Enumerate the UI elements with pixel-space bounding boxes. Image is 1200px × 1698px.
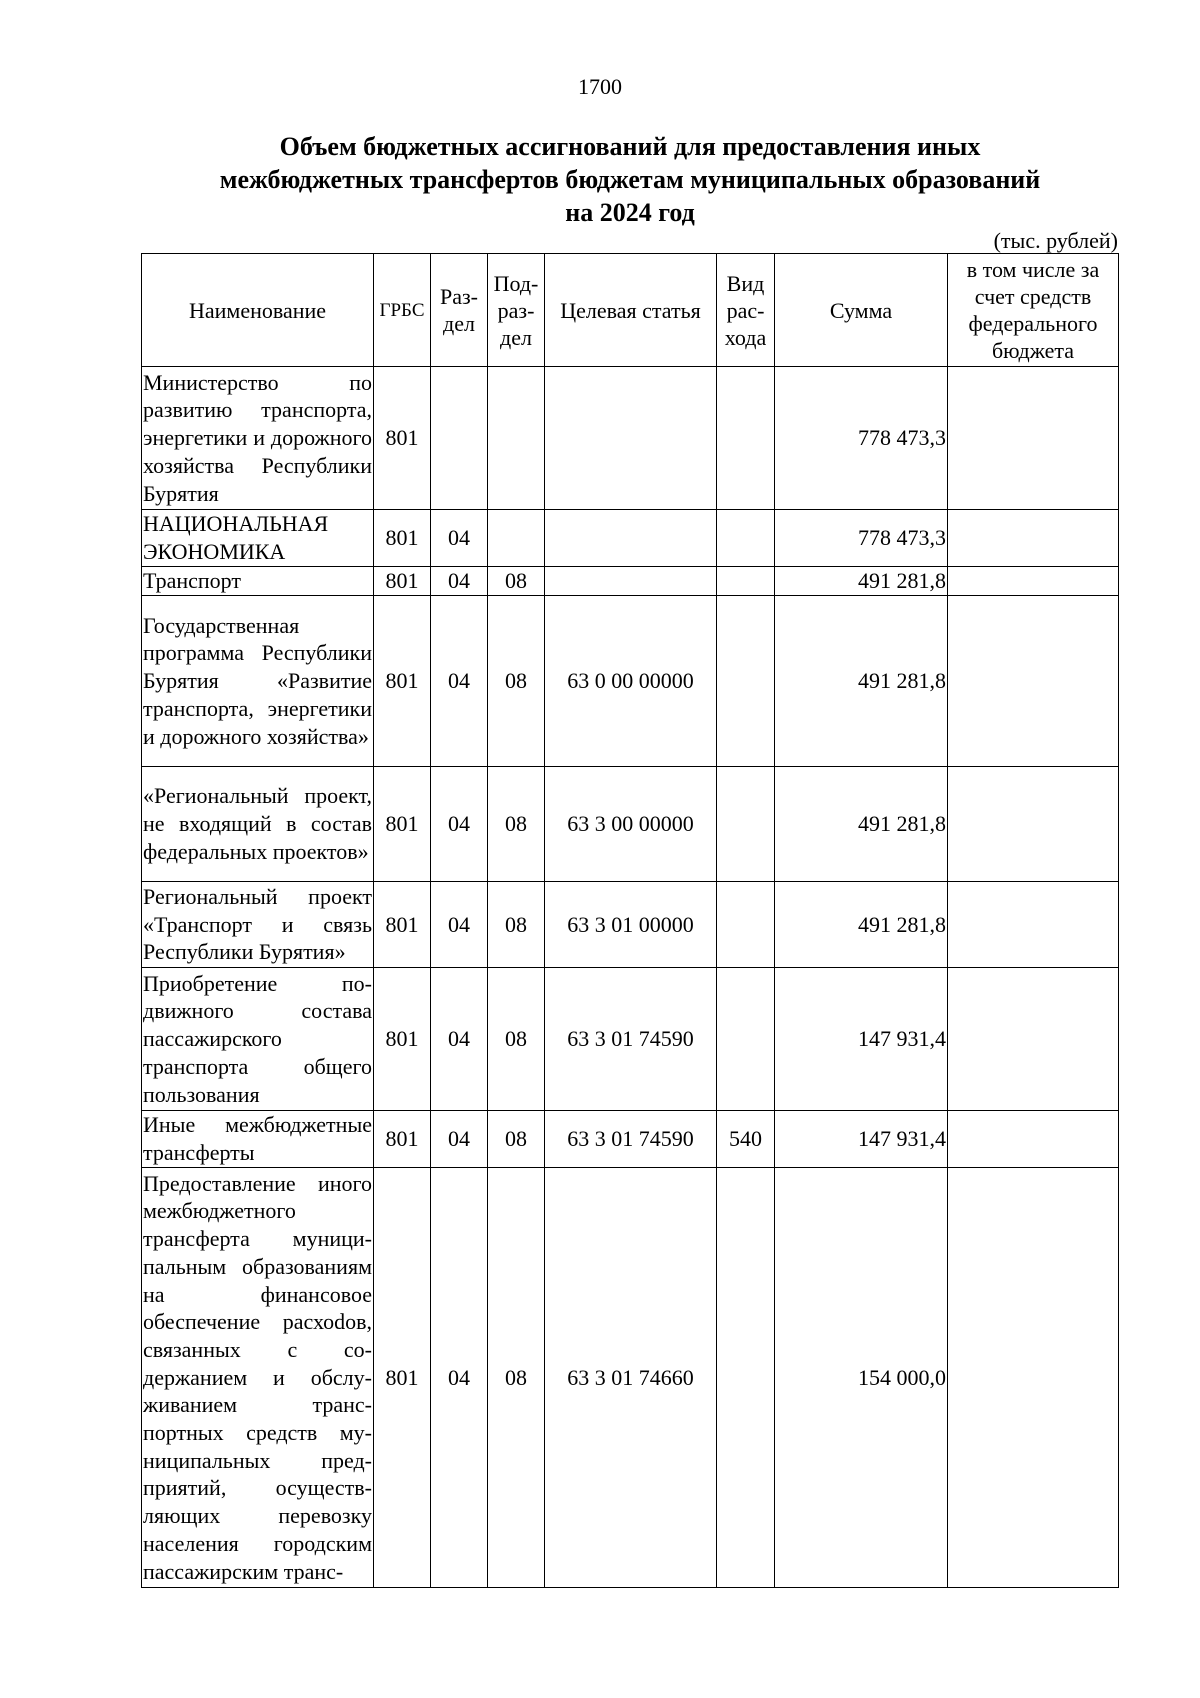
cell-podrazdel (488, 367, 545, 510)
cell-name: Государственная программа Республики Бурятия «Развитие транспорта, энергетики и дорожного хозяйства» (142, 596, 374, 767)
header-fed-line-1: в том числе за (966, 257, 1100, 282)
cell-tselevaya (545, 567, 717, 596)
cell-grbs: 801 (374, 968, 431, 1111)
cell-razdel: 04 (431, 968, 488, 1111)
cell-vid (717, 510, 775, 567)
cell-tselevaya: 63 3 01 74590 (545, 968, 717, 1111)
cell-name: «Региональный проект, не входящий в состав федеральных проектов» (142, 767, 374, 882)
header-fed (948, 254, 1119, 367)
cell-summa: 491 281,8 (775, 767, 948, 882)
document-title (150, 130, 1110, 229)
cell-razdel: 04 (431, 767, 488, 882)
table-row (142, 882, 1119, 968)
cell-tselevaya: 63 3 01 74660 (545, 1168, 717, 1588)
cell-fed (948, 596, 1119, 767)
budget-table (141, 253, 1119, 1588)
cell-grbs: 801 (374, 567, 431, 596)
table-row (142, 510, 1119, 567)
table-body (142, 367, 1119, 1588)
cell-fed (948, 767, 1119, 882)
cell-tselevaya: 63 0 00 00000 (545, 596, 717, 767)
header-summa-text: Сумма (829, 297, 893, 323)
header-podrazdel-line-2: раз- (497, 297, 535, 323)
cell-podrazdel (488, 510, 545, 567)
cell-podrazdel: 08 (488, 1168, 545, 1588)
header-grbs-text: ГРБС (379, 299, 425, 321)
cell-name: Министерство по развитию транспорта, энергетики и дорожного хозяйства Республики Бурятия (142, 367, 374, 510)
cell-summa: 491 281,8 (775, 596, 948, 767)
cell-podrazdel: 08 (488, 882, 545, 968)
header-vid-line-1: Вид (726, 270, 765, 296)
cell-vid (717, 567, 775, 596)
table-row (142, 367, 1119, 510)
cell-name: Приобретение подвижного состава пассажирского транспорта общего пользования (142, 968, 374, 1111)
cell-podrazdel: 08 (488, 968, 545, 1111)
header-podrazdel (488, 254, 545, 367)
cell-fed (948, 882, 1119, 968)
cell-razdel: 04 (431, 882, 488, 968)
cell-razdel: 04 (431, 567, 488, 596)
cell-tselevaya: 63 3 01 74590 (545, 1111, 717, 1168)
table-row (142, 968, 1119, 1111)
title-line-2: межбюджетных трансфертов бюджетам муниципальных образований (219, 165, 1041, 194)
cell-name: НАЦИОНАЛЬНАЯ ЭКОНОМИКА (142, 510, 374, 567)
header-grbs (374, 254, 431, 367)
cell-summa: 154 000,0 (775, 1168, 948, 1588)
cell-podrazdel: 08 (488, 767, 545, 882)
header-razdel-line-2: дел (443, 311, 475, 336)
cell-name: Предоставление иного межбюджетного трансферта муниципальным образованиям на финансовое обеспечение расхоdов, связанных с содержанием и обслуживанием транспортных средств муниципальных предприятий, осуществляющих перевозку населения городским пассажирским транс- (142, 1168, 374, 1588)
cell-vid (717, 596, 775, 767)
header-podrazdel-line-1: Под- (493, 270, 539, 296)
cell-grbs: 801 (374, 1168, 431, 1588)
cell-summa: 147 931,4 (775, 1111, 948, 1168)
cell-grbs: 801 (374, 882, 431, 968)
cell-podrazdel: 08 (488, 596, 545, 767)
cell-grbs: 801 (374, 510, 431, 567)
header-fed-line-4: бюджета (991, 338, 1075, 363)
cell-razdel (431, 367, 488, 510)
title-line-3: на 2024 год (565, 198, 695, 227)
cell-tselevaya (545, 510, 717, 567)
header-fed-line-2: счет средств (974, 284, 1092, 309)
cell-vid (717, 882, 775, 968)
cell-fed (948, 1168, 1119, 1588)
cell-vid: 540 (717, 1111, 775, 1168)
cell-razdel: 04 (431, 1111, 488, 1168)
header-tselevaya-text: Целевая статья (560, 297, 701, 323)
header-razdel-line-1: Раз- (439, 284, 479, 309)
cell-podrazdel: 08 (488, 1111, 545, 1168)
cell-tselevaya: 63 3 01 00000 (545, 882, 717, 968)
cell-podrazdel: 08 (488, 567, 545, 596)
table-row (142, 1168, 1119, 1588)
cell-name: Транспорт (142, 567, 374, 596)
table-row (142, 1111, 1119, 1168)
table-header (142, 254, 1119, 367)
header-row (142, 254, 1119, 367)
cell-fed (948, 567, 1119, 596)
cell-grbs: 801 (374, 596, 431, 767)
title-line-1: Объем бюджетных ассигнований для предоставления иных (279, 132, 981, 161)
cell-vid (717, 968, 775, 1111)
table-row (142, 596, 1119, 767)
cell-fed (948, 510, 1119, 567)
header-name (142, 254, 374, 367)
header-fed-line-3: федерального (968, 311, 1098, 336)
header-tselevaya (545, 254, 717, 367)
cell-summa: 491 281,8 (775, 567, 948, 596)
header-vid-line-2: рас- (726, 297, 765, 323)
units-label: (тыс. рублей) (993, 228, 1118, 253)
cell-razdel: 04 (431, 1168, 488, 1588)
cell-grbs: 801 (374, 767, 431, 882)
cell-name: Иные межбюджетные трансферты (142, 1111, 374, 1168)
cell-fed (948, 1111, 1119, 1168)
cell-fed (948, 367, 1119, 510)
table-row (142, 567, 1119, 596)
cell-summa: 778 473,3 (775, 367, 948, 510)
header-vid (717, 254, 775, 367)
cell-grbs: 801 (374, 367, 431, 510)
header-razdel (431, 254, 488, 367)
table-row (142, 767, 1119, 882)
cell-tselevaya (545, 367, 717, 510)
header-vid-line-3: хода (724, 324, 767, 350)
cell-vid (717, 767, 775, 882)
cell-vid (717, 367, 775, 510)
cell-vid (717, 1168, 775, 1588)
cell-grbs: 801 (374, 1111, 431, 1168)
cell-summa: 778 473,3 (775, 510, 948, 567)
cell-summa: 147 931,4 (775, 968, 948, 1111)
cell-fed (948, 968, 1119, 1111)
cell-tselevaya: 63 3 00 00000 (545, 767, 717, 882)
cell-name: Региональный проект «Транспорт и связь Республики Бурятия» (142, 882, 374, 968)
cell-razdel: 04 (431, 510, 488, 567)
header-summa (775, 254, 948, 367)
cell-razdel: 04 (431, 596, 488, 767)
cell-summa: 491 281,8 (775, 882, 948, 968)
page-number: 1700 (578, 74, 622, 99)
header-podrazdel-line-3: дел (500, 324, 532, 350)
header-name-text: Наименование (188, 297, 327, 323)
